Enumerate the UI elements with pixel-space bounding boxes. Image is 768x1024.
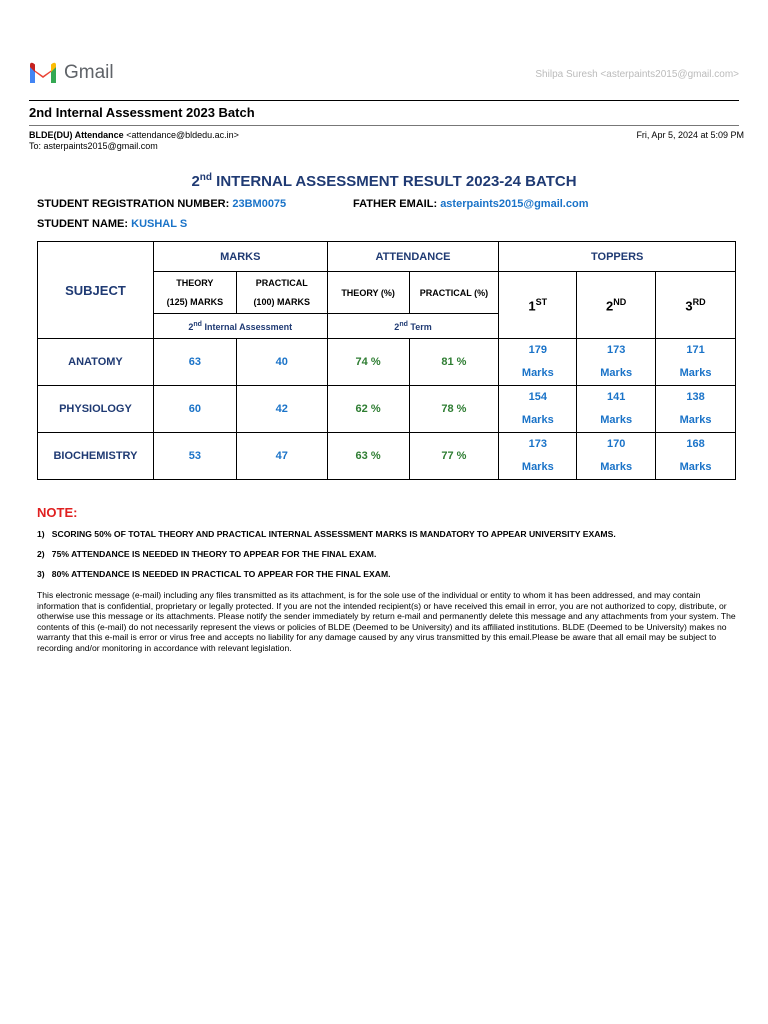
disclaimer: This electronic message (e-mail) including any files transmitted as its attachment, is for the sole use of the individual or entity to whom it has been addressed, and may contain information that is confidential, proprietary or legally protected. If you are not the intended recipient(s) or have received this email in error, you are not authorized to copy, distribute, or otherwise use this message or its attachments. Please notify the sender immediately by return e-mail and permanently delete this message and any attachments from your system. The contents of this (e-mail) do not necessarily represent the views or policies of BLDE (Deemed to be University) and its affiliated institutions. BLDE (Deemed to be University) makes no warranty that this e-mail is error or virus free and accepts no liability for any damage caused by any virus transmitted by this email.Please be aware that all email may be subject to recording and/or monitoring in accordance with relevant legislation. bbox=[37, 590, 736, 653]
gmail-wordmark: Gmail bbox=[64, 62, 114, 83]
father-email-info: FATHER EMAIL: asterpaints2015@gmail.com bbox=[353, 198, 589, 210]
theory-attendance: 63 % bbox=[327, 433, 409, 480]
email-to: To: asterpaints2015@gmail.com bbox=[29, 141, 158, 151]
sender-name: BLDE(DU) Attendance bbox=[29, 130, 124, 140]
practical-attendance: 77 % bbox=[409, 433, 499, 480]
practical-pct-header: PRACTICAL (%) bbox=[409, 272, 499, 314]
topper-1: 154 Marks bbox=[499, 386, 577, 433]
gmail-logo[interactable] bbox=[28, 62, 114, 84]
note-item: 2) 75% ATTENDANCE IS NEEDED IN THEORY TO APPEAR FOR THE FINAL EXAM. bbox=[37, 549, 377, 559]
third-topper-header: 3RD bbox=[656, 272, 736, 339]
topper-2: 170 Marks bbox=[577, 433, 656, 480]
practical-mark: 42 bbox=[236, 386, 327, 433]
subject-name: BIOCHEMISTRY bbox=[38, 433, 154, 480]
topper-1: 173 Marks bbox=[499, 433, 577, 480]
email-subject: 2nd Internal Assessment 2023 Batch bbox=[29, 105, 255, 120]
practical-marks-header: PRACTICAL (100) MARKS bbox=[236, 272, 327, 314]
results-table bbox=[37, 241, 736, 480]
table-row bbox=[38, 433, 736, 480]
note-heading: NOTE: bbox=[37, 505, 78, 520]
account-label: Shilpa Suresh <asterpaints2015@gmail.com> bbox=[535, 69, 739, 80]
first-topper-header: 1ST bbox=[499, 272, 577, 339]
note-item: 3) 80% ATTENDANCE IS NEEDED IN PRACTICAL TO APPEAR FOR THE FINAL EXAM. bbox=[37, 569, 391, 579]
email-date: Fri, Apr 5, 2024 at 5:09 PM bbox=[636, 130, 744, 140]
subject-name: PHYSIOLOGY bbox=[38, 386, 154, 433]
second-topper-header: 2ND bbox=[577, 272, 656, 339]
practical-mark: 47 bbox=[236, 433, 327, 480]
topper-2: 141 Marks bbox=[577, 386, 656, 433]
father-email: asterpaints2015@gmail.com bbox=[440, 198, 589, 210]
table-row bbox=[38, 386, 736, 433]
divider bbox=[29, 100, 739, 101]
registration-number: 23BM0075 bbox=[232, 198, 287, 210]
student-name: KUSHAL S bbox=[131, 218, 188, 230]
subject-header: SUBJECT bbox=[38, 242, 154, 339]
theory-attendance: 62 % bbox=[327, 386, 409, 433]
topper-2: 173 Marks bbox=[577, 339, 656, 386]
topper-3: 168 Marks bbox=[656, 433, 736, 480]
marks-header: MARKS bbox=[153, 242, 327, 272]
topper-3: 171 Marks bbox=[656, 339, 736, 386]
email-from bbox=[29, 130, 239, 140]
theory-attendance: 74 % bbox=[327, 339, 409, 386]
theory-mark: 53 bbox=[153, 433, 236, 480]
topper-1: 179 Marks bbox=[499, 339, 577, 386]
theory-pct-header: THEORY (%) bbox=[327, 272, 409, 314]
registration-info: STUDENT REGISTRATION NUMBER: 23BM0075 bbox=[37, 198, 287, 210]
divider bbox=[29, 125, 739, 126]
student-name-info: STUDENT NAME: KUSHAL S bbox=[37, 218, 188, 230]
practical-attendance: 81 % bbox=[409, 339, 499, 386]
theory-marks-header: THEORY (125) MARKS bbox=[153, 272, 236, 314]
note-item: 1) SCORING 50% OF TOTAL THEORY AND PRACTICAL INTERNAL ASSESSMENT MARKS IS MANDATORY TO APPEAR UNIVERSITY EXAMS. bbox=[37, 529, 616, 539]
toppers-header: TOPPERS bbox=[499, 242, 736, 272]
theory-mark: 60 bbox=[153, 386, 236, 433]
term-label: 2nd Term bbox=[327, 314, 499, 339]
document-title: 2nd INTERNAL ASSESSMENT RESULT 2023-24 BATCH bbox=[191, 172, 577, 190]
gmail-m-icon bbox=[28, 62, 58, 84]
subject-name: ANATOMY bbox=[38, 339, 154, 386]
internal-assessment-label: 2nd Internal Assessment bbox=[153, 314, 327, 339]
sender-address: <attendance@bldedu.ac.in> bbox=[126, 130, 239, 140]
attendance-header: ATTENDANCE bbox=[327, 242, 499, 272]
topper-3: 138 Marks bbox=[656, 386, 736, 433]
table-row bbox=[38, 339, 736, 386]
theory-mark: 63 bbox=[153, 339, 236, 386]
practical-mark: 40 bbox=[236, 339, 327, 386]
practical-attendance: 78 % bbox=[409, 386, 499, 433]
